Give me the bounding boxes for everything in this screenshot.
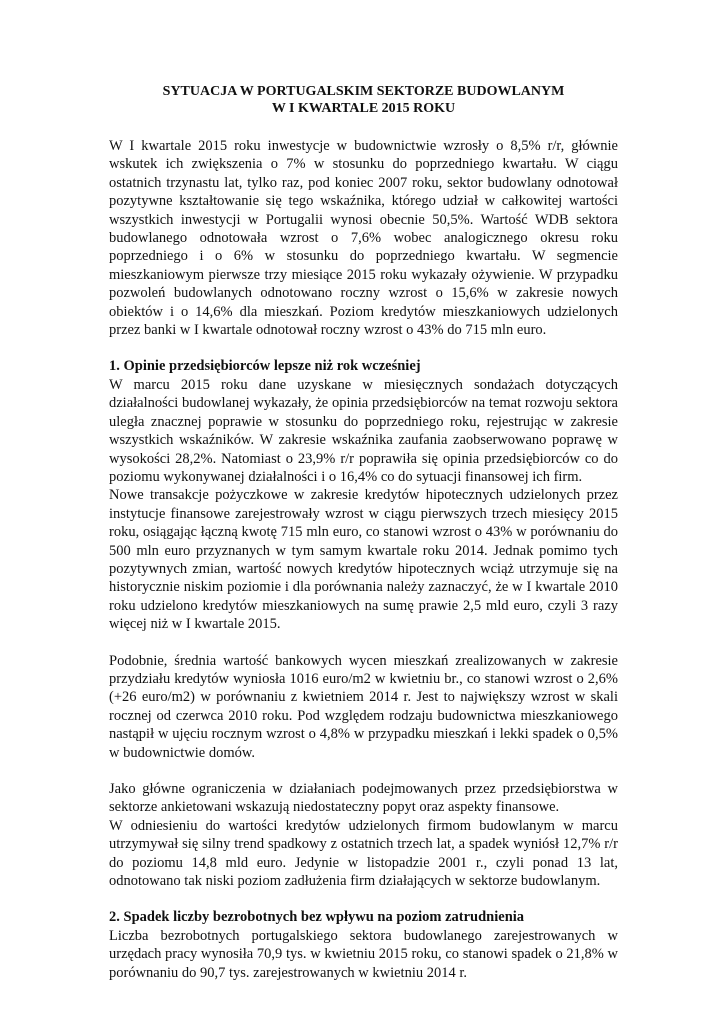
section-1-paragraph-2: Nowe transakcje pożyczkowe w zakresie kredytów hipotecznych udzielonych przez instytucje finansowe zarejestrowały wzrost w ciągu pierwszych trzech miesięcy 2015 roku, osiągając łączną kwotę 715 mln euro, co stanowi wzrost o 43% w porównaniu do 500 mln euro przyznanych w tym samym kwartale roku 2014. Jednak pomimo tych pozytywnych zmian, wartość nowych kredytów hipotecznych wciąż utrzymuje się na historycznie niskim poziomie i dla porównania należy zaznaczyć, że w I kwartale 2010 roku udzielono kredytów mieszkaniowych na sumę prawie 2,5 mld euro, czyli 3 razy więcej niż w I kwartale 2015. bbox=[109, 487, 618, 633]
section-1-paragraph-5: W odniesieniu do wartości kredytów udzielonych firmom budowlanym w marcu utrzymywał się silny trend spadkowy z ostatnich trzech lat, a spadek wyniósł 12,7% r/r do poziomu 14,8 mld euro. Jedynie w listopadzie 2001 r., czyli ponad 13 lat, odnotowano tak niski poziom zadłużenia firm działających w sektorze budowlanym. bbox=[109, 817, 618, 890]
section-2-paragraph-1: Liczba bezrobotnych portugalskiego sektora budowlanego zarejestrowanych w urzędach pracy wynosiła 70,9 tys. w kwietniu 2015 roku, co stanowi spadek o 21,8% w porównaniu do 90,7 tys. zarejestrowanych w kwietniu 2014 r. bbox=[109, 927, 618, 981]
spacer bbox=[109, 762, 618, 780]
spacer bbox=[109, 339, 618, 357]
document-title bbox=[109, 83, 618, 117]
section-2-heading: 2. Spadek liczby bezrobotnych bez wpływu na poziom zatrudnienia bbox=[109, 909, 525, 926]
document-page bbox=[109, 83, 618, 982]
section-1-paragraph-4: Jako główne ograniczenia w działaniach podejmowanych przez przedsiębiorstwa w sektorze ankietowani wskazują niedostateczny popyt oraz aspekty finansowe. bbox=[109, 781, 618, 816]
section-1-paragraph-3: Podobnie, średnia wartość bankowych wycen mieszkań zrealizowanych w zakresie przydziału kredytów wyniosła 1016 euro/m2 w kwietniu br., co stanowi wzrost o 2,6% (+26 euro/m2) w porównaniu z kwietniem 2014 r. Jest to największy wzrost w skali rocznej od czerwca 2010 roku. Pod względem rodzaju budownictwa mieszkaniowego nastąpił w ujęciu rocznym wzrost o 4,8% w przypadku mieszkań i lekki spadek o 0,5% w budownictwie domów. bbox=[109, 652, 618, 761]
spacer bbox=[109, 634, 618, 652]
title-line-1: SYTUACJA W PORTUGALSKIM SEKTORZE BUDOWLANYM bbox=[162, 84, 565, 99]
title-line-2: W I KWARTALE 2015 ROKU bbox=[271, 101, 456, 116]
section-1-paragraph-1: W marcu 2015 roku dane uzyskane w miesięcznych sondażach dotyczących działalności budowlanej wykazały, że opinia przedsiębiorców na temat rozwoju sektora uległa znacznej poprawie w stosunku do poprzedniego roku, rejestrując w zakresie wszystkich wskaźników. W zakresie wskaźnika zaufania zaobserwowano poprawę w wysokości 28,2%. Natomiast o 23,9% r/r poprawiła się opinia przedsiębiorców co do poziomu wykonywanej działalności i o 16,4% co do sytuacji finansowej ich firm. bbox=[109, 376, 618, 485]
intro-paragraph: W I kwartale 2015 roku inwestycje w budownictwie wzrosły o 8,5% r/r, głównie wskutek ich zwiększenia o 7% w stosunku do poprzedniego kwartału. W ciągu ostatnich trzynastu lat, tylko raz, pod koniec 2007 roku, sektor budowlany odnotował pozytywne kształtowanie się tego wskaźnika, którego udział w całkowitej wartości wszystkich inwestycji w Portugalii wynosi obecnie 50,5%. Wartość WDB sektora budowlanego odnotowała wzrost o 7,6% wobec analogicznego okresu roku poprzedniego i o 6% w stosunku do poprzedniego kwartału. W segmencie mieszkaniowym pierwsze trzy miesiące 2015 roku wykazały ożywienie. W przypadku pozwoleń budowlanych odnotowano roczny wzrost o 15,6% w zakresie nowych obiektów i o 14,6% dla mieszkań. Poziom kredytów mieszkaniowych udzielonych przez banki w I kwartale odnotował roczny wzrost o 43% do 715 mln euro. bbox=[109, 138, 618, 339]
spacer bbox=[109, 890, 618, 908]
section-1-heading: 1. Opinie przedsiębiorców lepsze niż rok wcześniej bbox=[109, 358, 421, 375]
